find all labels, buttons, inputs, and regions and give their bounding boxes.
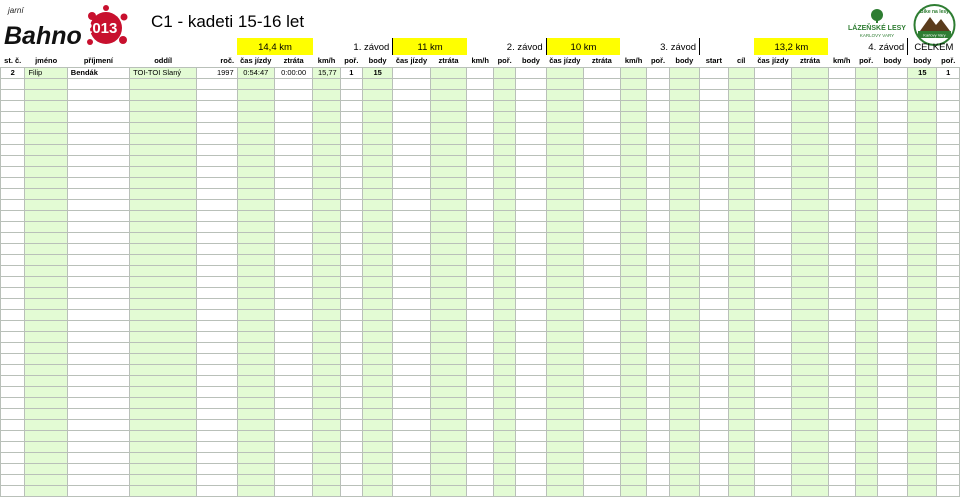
cell-loss: 0:00:00 xyxy=(274,67,312,78)
col-loss: ztráta xyxy=(283,56,304,66)
empty-row xyxy=(1,287,960,298)
empty-row xyxy=(1,133,960,144)
stage-1-label: 1. závod xyxy=(313,38,393,55)
stage-2-distance: 11 km xyxy=(393,38,467,55)
empty-row xyxy=(1,408,960,419)
empty-row xyxy=(1,452,960,463)
empty-row xyxy=(1,441,960,452)
col-loss: ztráta xyxy=(799,56,820,66)
empty-row xyxy=(1,188,960,199)
cell-time: 0:54:47 xyxy=(237,67,274,78)
col-rank: poř. xyxy=(650,56,666,66)
col-points: body xyxy=(883,56,902,66)
empty-row xyxy=(1,331,960,342)
logo-small-text: jarní xyxy=(8,6,24,15)
col-time: čas jízdy xyxy=(757,56,789,66)
empty-row xyxy=(1,309,960,320)
empty-row xyxy=(1,342,960,353)
col-speed: km/h xyxy=(317,56,336,66)
col-time: čas jízdy xyxy=(549,56,581,66)
col-speed: km/h xyxy=(832,56,851,66)
lazenske-lesy-logo xyxy=(842,8,912,38)
empty-row xyxy=(1,463,960,474)
bike-logo-text: Bike na lesy xyxy=(920,9,949,15)
stage-4-distance: 13,2 km xyxy=(754,38,828,55)
logo-year-text: 2013 xyxy=(84,20,118,37)
col-points: body xyxy=(675,56,694,66)
col-rank: poř. xyxy=(497,56,512,66)
col-club: oddíl xyxy=(154,56,173,66)
col-speed: km/h xyxy=(624,56,643,66)
cell-total-points: 15 xyxy=(908,67,937,78)
col-name: jméno xyxy=(35,56,58,66)
col-rank: poř. xyxy=(344,56,359,66)
cell-total-rank: 1 xyxy=(937,67,960,78)
col-year: roč. xyxy=(220,56,235,66)
column-header-row xyxy=(1,55,960,67)
empty-row xyxy=(1,199,960,210)
cell-start-no: 2 xyxy=(1,67,25,78)
col-speed: km/h xyxy=(471,56,489,66)
empty-row xyxy=(1,78,960,89)
col-loss: ztráta xyxy=(591,56,612,66)
result-row xyxy=(1,67,960,78)
cell-speed: 15,77 xyxy=(313,67,340,78)
col-start: start xyxy=(705,56,722,66)
empty-row xyxy=(1,232,960,243)
empty-row xyxy=(1,474,960,485)
page-title: C1 - kadeti 15-16 let xyxy=(151,12,305,31)
col-time: čas jízdy xyxy=(240,56,272,66)
tree-icon xyxy=(871,9,883,23)
empty-row xyxy=(1,364,960,375)
col-points: body xyxy=(368,56,387,66)
stage-1-distance: 14,4 km xyxy=(237,38,313,55)
empty-row xyxy=(1,254,960,265)
empty-row xyxy=(1,276,960,287)
logo-main-text: Bahno xyxy=(4,22,82,50)
lesy-city: KARLOVY VARY xyxy=(859,33,895,38)
empty-row xyxy=(1,177,960,188)
cell-points: 15 xyxy=(362,67,392,78)
empty-row xyxy=(1,353,960,364)
empty-row xyxy=(1,155,960,166)
empty-row xyxy=(1,430,960,441)
stage-3-distance: 10 km xyxy=(546,38,620,55)
empty-row xyxy=(1,386,960,397)
col-total-rank: poř. xyxy=(941,56,956,66)
col-total-points: body xyxy=(913,56,932,66)
empty-row xyxy=(1,122,960,133)
col-loss: ztráta xyxy=(438,56,459,66)
stage-2-label: 2. závod xyxy=(467,38,546,55)
empty-row xyxy=(1,100,960,111)
stage-4-label: 4. závod xyxy=(828,38,907,55)
empty-row xyxy=(1,210,960,221)
empty-row xyxy=(1,419,960,430)
empty-row xyxy=(1,144,960,155)
cell-rank: 1 xyxy=(340,67,362,78)
col-rank: poř. xyxy=(859,56,874,66)
empty-row xyxy=(1,320,960,331)
bike-logo-band: Karlovy Vary xyxy=(923,32,946,38)
empty-row xyxy=(1,221,960,232)
cell-name: Filip xyxy=(25,67,67,78)
col-start-no: st. č. xyxy=(4,56,22,66)
empty-row xyxy=(1,375,960,386)
empty-row xyxy=(1,243,960,254)
empty-row xyxy=(1,265,960,276)
empty-row xyxy=(1,397,960,408)
empty-row xyxy=(1,89,960,100)
col-surname: příjmení xyxy=(83,56,114,66)
col-time: čas jízdy xyxy=(395,56,428,66)
lesy-name: LÁZEŇSKÉ LESY xyxy=(848,25,906,32)
total-label: CELKEM xyxy=(914,42,954,53)
empty-row xyxy=(1,166,960,177)
empty-row xyxy=(1,485,960,496)
col-points: body xyxy=(522,56,540,66)
cell-surname: Bendák xyxy=(67,67,129,78)
empty-row xyxy=(1,111,960,122)
col-finish: cíl xyxy=(737,56,746,66)
stage-3-label: 3. závod xyxy=(620,38,699,55)
cell-club: TOI-TOI Slaný xyxy=(130,67,197,78)
cell-year: 1997 xyxy=(197,67,237,78)
stage-header-row xyxy=(1,38,960,55)
results-table xyxy=(0,38,960,497)
empty-row xyxy=(1,298,960,309)
